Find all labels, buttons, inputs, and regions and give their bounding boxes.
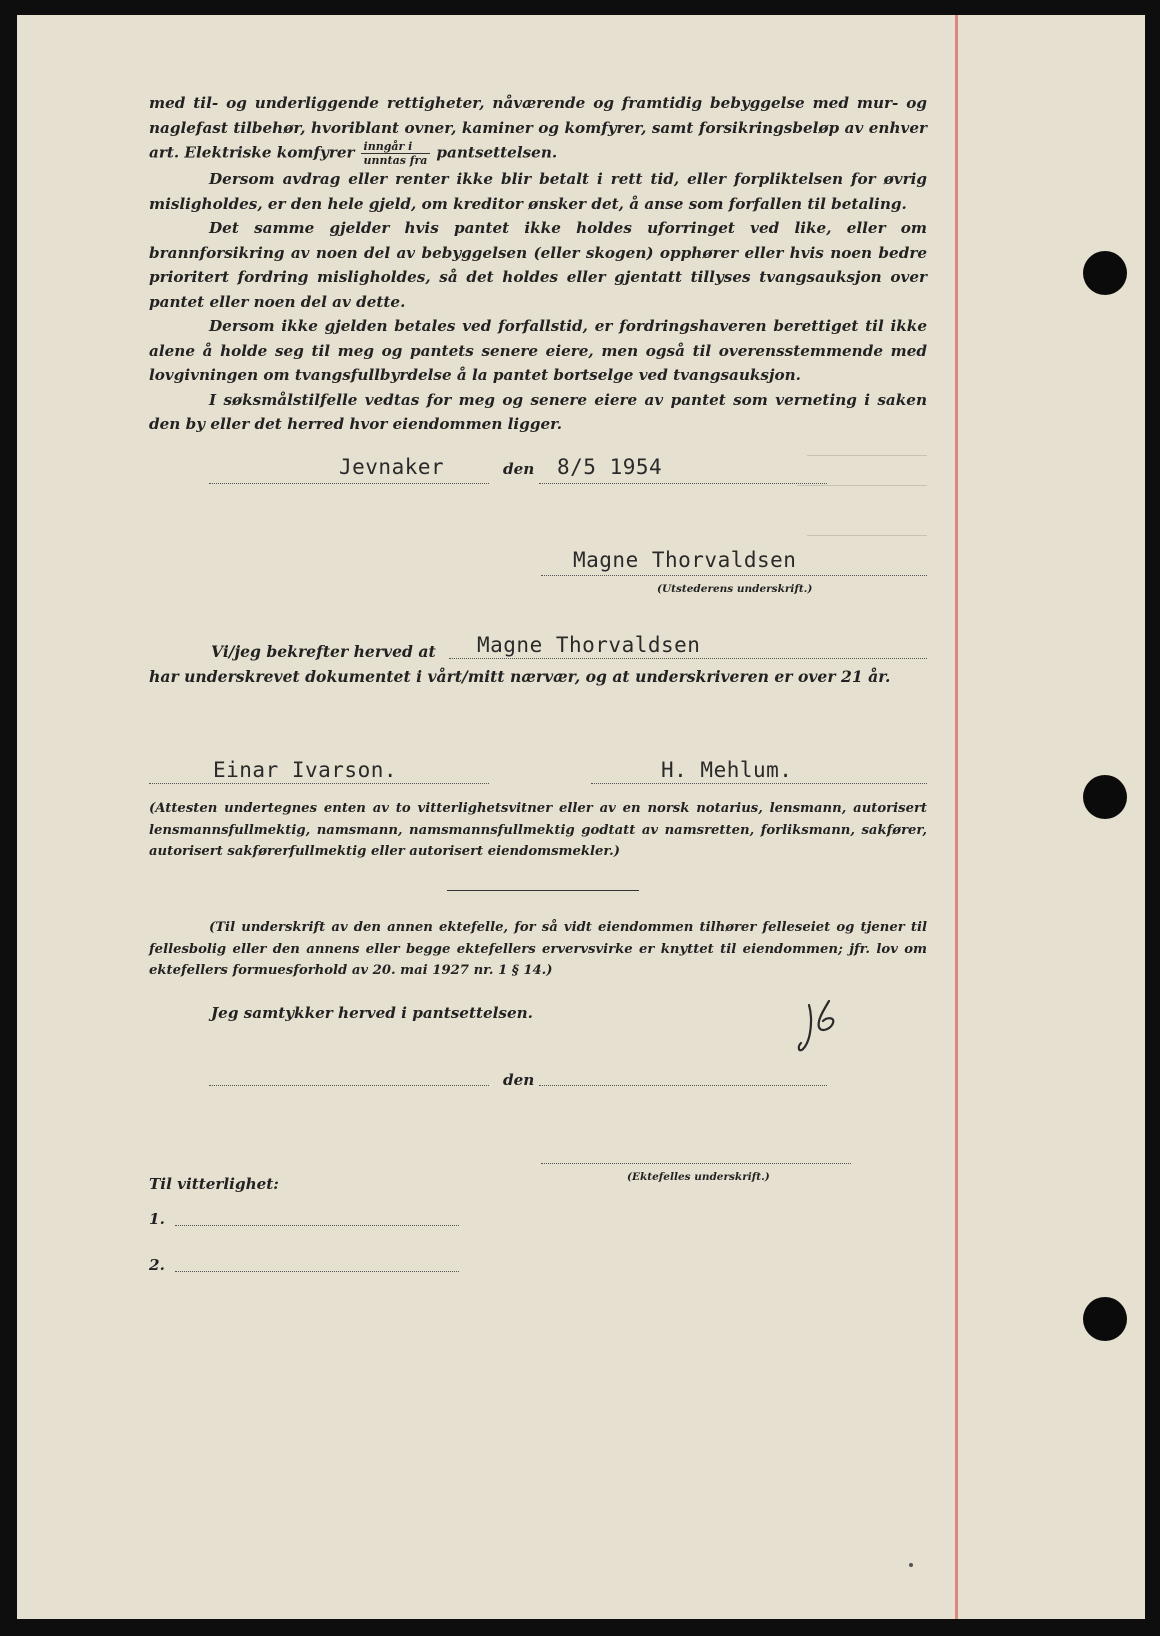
issuer-caption: (Utstederens underskrift.): [657, 583, 813, 595]
witness-2-name: H. Mehlum.: [661, 758, 793, 782]
terms-paragraphs: [149, 91, 927, 437]
attest-note: (Attesten undertegnes enten av to vitterlighetsvitner eller av en norsk notarius, lensmann, autorisert lensmannsfullmektig, namsmann, namsmannsfullmektig godtatt av namsretten, forliksmann, sakfører, autorisert sakførerfullmektig eller autorisert eiendomsmekler.): [149, 801, 927, 859]
consent-text: Jeg samtykker herved i pantsettelsen.: [211, 1004, 533, 1022]
issuer-name: Magne Thorvaldsen: [573, 548, 797, 572]
witness-line-2: [175, 1271, 459, 1272]
bleed-through-mark: [807, 455, 927, 457]
issuer-signature-line: [541, 575, 927, 576]
body-paragraph: Det samme gjelder hvis pantet ikke holdes uforringet ved like, eller om brannforsikring av noen del av bebyggelsen (eller skogen) opphører eller hvis noen bedre prioritert fordring misligholdes, så det holdes eller gjentatt tillyses tvangsauksjon over pantet eller noen del av dette.: [149, 219, 927, 311]
witness-line-1: [175, 1225, 459, 1226]
section-divider: [447, 890, 639, 891]
date-field: 8/5 1954: [557, 455, 663, 479]
bleed-through-mark: [797, 485, 927, 487]
place-line-2: [209, 1085, 489, 1086]
spouse-note: (Til underskrift av den annen ektefelle, for så vidt eiendommen tilhører felleseiet og tjener til fellesbolig eller den annens eller begge ektefellers ervervsvirke er knyttet til eiendommen; jfr. lov om ektefellers formuesforhold av 20. mai 1927 nr. 1 § 14.): [149, 920, 927, 978]
date-line-2: [539, 1085, 827, 1086]
body-paragraph: med til- og underliggende rettigheter, nåværende og framtidig bebyggelse med mur- og naglefast tilbehør, hvoriblant ovner, kaminer og komfyrer, samt forsikringsbeløp av enhver art. Elektriske komfyrer $\frac{\text{inngår i}}{\text{unntas fra}}$ pantsettelsen.: [149, 94, 927, 167]
body-paragraph: I søksmålstilfelle vedtas for meg og senere eiere av pantet som verneting i saken den by eller det herred hvor eiendommen ligger.: [149, 390, 927, 433]
spouse-signature-line: [541, 1163, 851, 1164]
handwritten-initials: [795, 997, 847, 1067]
body-paragraph: Dersom ikke gjelden betales ved forfallstid, er fordringshaveren berettiget til ikke alene å holde seg til meg og pantets senere eiere, men også til overensstemmende med lovgivningen om tvangsfullbyrdelse å la pantet bortselge ved tvangsauksjon.: [149, 317, 927, 384]
confirm-name: Magne Thorvaldsen: [477, 633, 701, 657]
witness-1-name: Einar Ivarson.: [213, 758, 398, 782]
witness-heading: Til vitterlighet:: [149, 1175, 279, 1193]
ink-speck: [909, 1563, 913, 1567]
den-label: den: [503, 460, 535, 478]
witness-line: [149, 783, 489, 784]
document-page: [17, 15, 1145, 1619]
punch-hole: [1083, 251, 1127, 295]
witness-line: [591, 783, 927, 784]
punch-hole: [1083, 1297, 1127, 1341]
den-label-2: den: [503, 1071, 535, 1089]
witness-number-1: 1.: [149, 1210, 165, 1228]
spouse-caption: (Ektefelles underskrift.): [627, 1171, 770, 1183]
punch-hole: [1083, 775, 1127, 819]
margin-rule: [955, 15, 958, 1619]
confirm-prefix: Vi/jeg bekrefter herved at: [211, 642, 436, 661]
bleed-through-mark: [807, 535, 927, 537]
date-line: [539, 483, 827, 484]
confirm-suffix: har underskrevet dokumentet i vårt/mitt nærvær, og at underskriveren er over 21 år.: [149, 667, 891, 686]
confirm-line: [449, 658, 927, 659]
place-line: [209, 483, 489, 484]
witness-number-2: 2.: [149, 1256, 165, 1274]
place-field: Jevnaker: [339, 455, 445, 479]
fraction: $\frac{\text{inngår i}}{\text{unntas fra}}$: [361, 140, 431, 167]
body-paragraph: Dersom avdrag eller renter ikke blir betalt i rett tid, eller forpliktelsen for øvrig misligholdes, er den hele gjeld, om kreditor ønsker det, å anse som forfallen til betaling.: [149, 170, 927, 213]
